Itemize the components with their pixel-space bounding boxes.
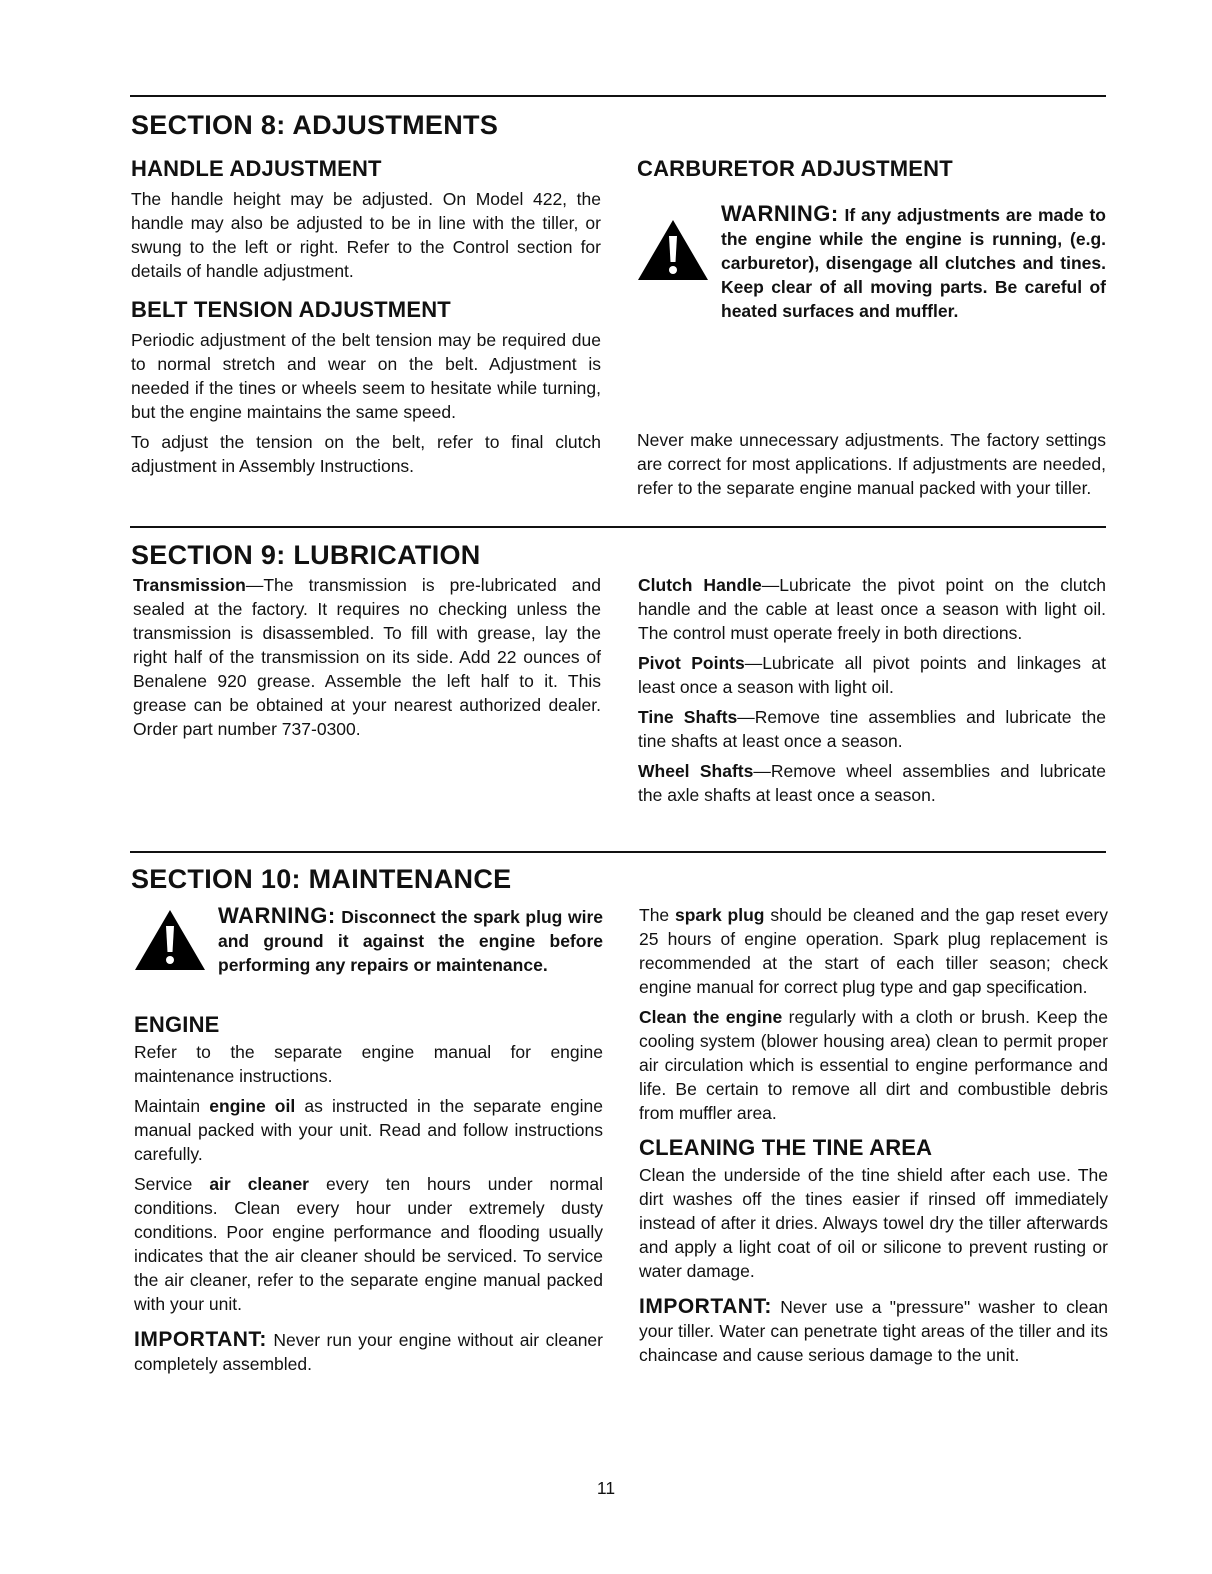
warning-body: If any adjustments are made to the engine while the engine is running, (e.g. carburetor), disengage all clutches and tines. Keep clear of all moving parts. Be careful of heated surfaces and muffler. — [721, 205, 1106, 321]
section-8-title: SECTION 8: ADJUSTMENTS — [131, 110, 499, 140]
air-cleaner-lead: Service — [134, 1174, 210, 1194]
warning-label: WARNING: — [218, 903, 336, 928]
section-8-left-column — [131, 156, 601, 484]
spark-plug-lead: The — [639, 905, 675, 925]
handle-adjustment-text: The handle height may be adjusted. On Model 422, the handle may also be adjusted to be in line with the tiller, or swung to the left or right. Refer to the Control section for details of handle adjustment. — [131, 189, 601, 281]
carburetor-adjustment-heading: CARBURETOR ADJUSTMENT — [637, 156, 953, 181]
clutch-handle-text — [638, 573, 1106, 645]
belt-tension-text-2: To adjust the tension on the belt, refer to final clutch adjustment in Assembly Instructions. — [131, 432, 601, 476]
carburetor-warning-text — [721, 202, 1106, 323]
transmission-body: —The transmission is pre-lubricated and sealed at the factory. It requires no checking unless the transmission is disassembled. To fill with grease, lay the right half of the transmission on its side. Add 22 ounces of Benalene 920 grease. Assemble the left half to it. This grease can be obtained at your nearest authorized dealer. Order part number 737-0300. — [133, 575, 601, 739]
section-9-right-column — [638, 573, 1106, 813]
belt-tension-text-1: Periodic adjustment of the belt tension may be required due to normal stretch and wear on the belt. Adjustment is needed if the tines or wheels seem to hesitate while turning, but the engine maintains the same speed. — [131, 330, 601, 422]
engine-heading: ENGINE — [134, 1012, 220, 1037]
tine-shafts-term: Tine Shafts — [638, 707, 738, 727]
wheel-shafts-term: Wheel Shafts — [638, 761, 754, 781]
warning-triangle-icon — [637, 218, 709, 282]
important-body: Never run your engine without air cleaner completely assembled. — [134, 1330, 603, 1374]
maintenance-warning-text — [218, 904, 603, 977]
engine-oil-lead: Maintain — [134, 1096, 210, 1116]
engine-text-1: Refer to the separate engine manual for engine maintenance instructions. — [134, 1042, 603, 1086]
clutch-handle-term: Clutch Handle — [638, 575, 762, 595]
page-number: 11 — [596, 1478, 616, 1498]
handle-adjustment-heading: HANDLE ADJUSTMENT — [131, 156, 382, 181]
warning-label: WARNING: — [721, 201, 839, 226]
spark-plug-text — [639, 903, 1108, 999]
tine-shafts-body: —Remove tine assemblies and lubricate the tine shafts at least once a season. — [638, 707, 1106, 751]
important-body: Never use a "pressure" washer to clean your tiller. Water can penetrate tight areas of the tiller and its chaincase and cause serious damage to the unit. — [639, 1297, 1108, 1365]
section-10-left-column — [134, 904, 603, 1382]
maintenance-warning — [134, 904, 603, 1008]
pivot-points-term: Pivot Points — [638, 653, 745, 673]
clean-engine-text — [639, 1005, 1108, 1125]
engine-important-text — [134, 1328, 603, 1376]
tine-area-important-text — [639, 1295, 1108, 1367]
clean-engine-body: regularly with a cloth or brush. Keep the cooling system (blower housing area) clean to permit proper air circulation which is essential to engine performance and life. Be certain to remove all dirt and combustible debris from muffler area. — [639, 1007, 1108, 1123]
belt-tension-heading: BELT TENSION ADJUSTMENT — [131, 297, 451, 322]
section-9-left-column — [133, 573, 601, 747]
air-cleaner-text — [134, 1172, 603, 1316]
engine-oil-text — [134, 1094, 603, 1166]
section-8-rule — [130, 95, 1106, 97]
pivot-points-body: —Lubricate all pivot points and linkages at least once a season with light oil. — [638, 653, 1106, 697]
section-8-right-column — [637, 156, 1106, 506]
wheel-shafts-body: —Remove wheel assemblies and lubricate the axle shafts at least once a season. — [638, 761, 1106, 805]
spark-plug-term: spark plug — [675, 905, 765, 925]
carburetor-warning — [637, 202, 1106, 392]
section-10-title: SECTION 10: MAINTENANCE — [131, 864, 512, 894]
wheel-shafts-text — [638, 759, 1106, 807]
transmission-text — [133, 573, 601, 741]
cleaning-tine-area-text: Clean the underside of the tine shield after each use. The dirt washes off the tines easier if rinsed off immediately instead of after it dries. Always towel dry the tiller afterwards and apply a light coat of oil or silicone to prevent rusting or water damage. — [639, 1165, 1108, 1281]
important-label: IMPORTANT: — [639, 1295, 772, 1318]
section-10-right-column — [639, 903, 1108, 1373]
section-9-rule — [130, 526, 1106, 528]
pivot-points-text — [638, 651, 1106, 699]
clean-engine-term: Clean the engine — [639, 1007, 783, 1027]
air-cleaner-body: every ten hours under normal conditions. Clean every hour under extremely dusty conditions. Poor engine performance and flooding usually indicates that the air cleaner should be serviced. To service the air cleaner, refer to the separate engine manual packed with your unit. — [134, 1174, 603, 1314]
clutch-handle-body: —Lubricate the pivot point on the clutch handle and the cable at least once a season with light oil. The control must operate freely in both directions. — [638, 575, 1106, 643]
transmission-term: Transmission — [133, 575, 246, 595]
spark-plug-body: should be cleaned and the gap reset every 25 hours of engine operation. Spark plug replacement is recommended at the start of each tiller season; check engine manual for correct plug type and gap specification. — [639, 905, 1108, 997]
important-label: IMPORTANT: — [134, 1328, 267, 1351]
carburetor-text: Never make unnecessary adjustments. The factory settings are correct for most applications. If adjustments are needed, refer to the separate engine manual packed with your tiller. — [637, 430, 1106, 498]
engine-oil-body: as instructed in the separate engine manual packed with your unit. Read and follow instructions carefully. — [134, 1096, 603, 1164]
section-9-title: SECTION 9: LUBRICATION — [131, 540, 481, 570]
tine-shafts-text — [638, 705, 1106, 753]
engine-oil-term: engine oil — [209, 1096, 296, 1116]
section-10-rule — [130, 851, 1106, 853]
warning-body: Disconnect the spark plug wire and ground it against the engine before performing any repairs or maintenance. — [218, 907, 603, 975]
cleaning-tine-area-heading: CLEANING THE TINE AREA — [639, 1135, 933, 1160]
warning-triangle-icon — [134, 908, 206, 972]
air-cleaner-term: air cleaner — [209, 1174, 309, 1194]
